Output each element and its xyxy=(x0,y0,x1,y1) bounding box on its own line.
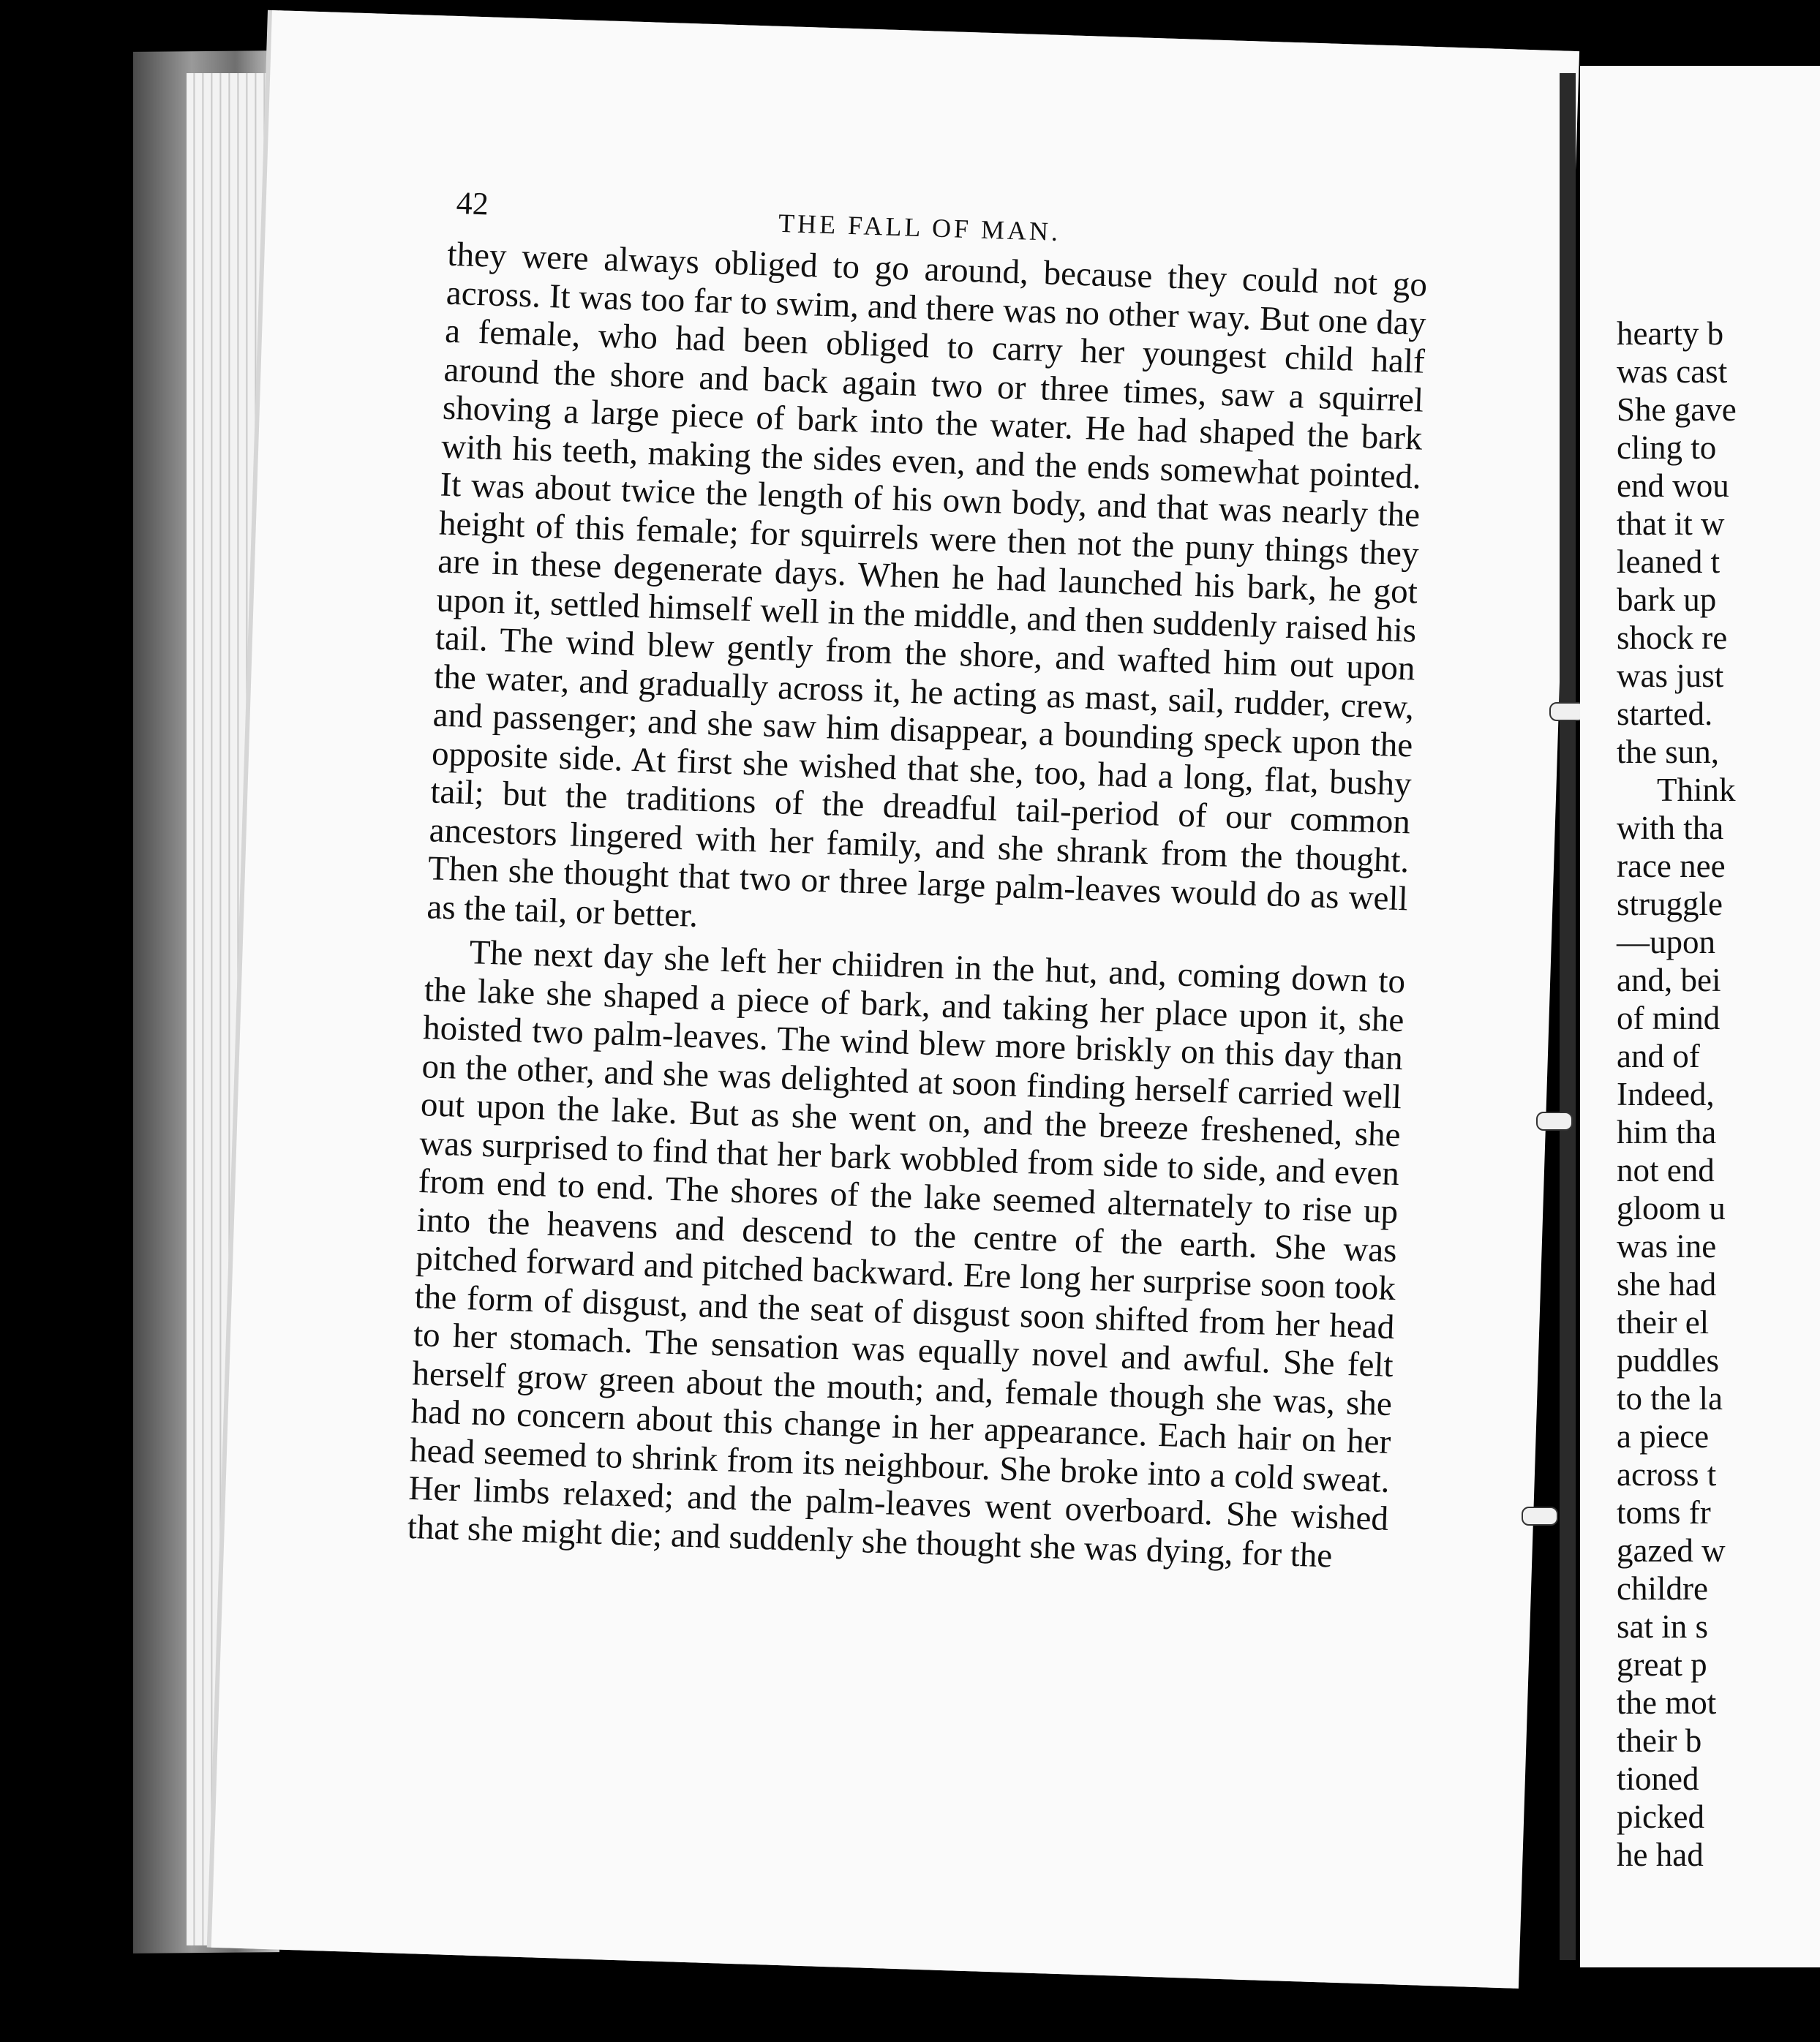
right-line: that it w xyxy=(1617,505,1725,542)
paragraph-1: they were always obliged to go around, because they could not go across. It was too far to swim, and there was no other way. But one day a female, who had been obliged to carry her youngest child half around the shore and back again two or three times, saw a squirrel shoving a large piece of bark into the water. He had shaped the bark with his teeth, making the sides even, and the ends somewhat pointed. It was about twice the length of his own body, and that was nearly the height of this female; for squirrels were then not the puny things they are in these degenerate days. When he had launched his bark, he got upon it, settled himself well in the middle, and then suddenly raised his tail. The wind blew gently from the shore, and wafted him out upon the water, and gradually across it, he acting as mast, sail, rudder, crew, and passenger; and she saw him disappear, a bounding speck upon the opposite side. At first she wished that she, too, had a long, flat, bushy tail; but the traditions of the dreadful tail-period of our common ancestors lingered with her family, and she shrank from the thought. Then she thought that two or three large palm-leaves would do as well as the tail, or better. xyxy=(426,235,1428,935)
right-line: puddles xyxy=(1617,1342,1719,1379)
right-line: a piece xyxy=(1617,1418,1710,1455)
right-line: race nee xyxy=(1617,848,1726,884)
right-line: hearty b xyxy=(1617,315,1724,352)
paragraph-2: The next day she left her chiidren in the hut, and, coming down to the lake she shaped a piece of bark, and taking her place upon it, she hoisted two palm-leaves. The wind blew more briskly on this day than on the other, and she was delighted at soon finding herself carried well out upon the lake. But as she went on, and the breeze freshened, she was surprised to find that her bark wobbled from side to side, and even from end to end. The shores of the lake seemed alternately to rise up into the heavens and descend to the centre of the earth. She was pitched forward and pitched backward. Ere long her surprise soon took the form of disgust, and the seat of disgust soon shifted from her head to her stomach. The sensation was equally novel and awful. She felt herself grow green about the mouth; and, female though she was, she had no concern about this change in her appearance. Each hair on her head seemed to shrink from its neighbour. She broke into a cold sweat. Her limbs relaxed; and the palm-leaves went overboard. She wished that she might die; and suddenly she thought she was dying, for the xyxy=(407,933,1406,1575)
right-line: their el xyxy=(1617,1304,1710,1341)
right-page-text xyxy=(1617,314,1737,1874)
right-line: and, bei xyxy=(1617,962,1721,998)
right-line: leaned t xyxy=(1617,543,1721,580)
right-line: him tha xyxy=(1617,1114,1717,1150)
binding-thread xyxy=(1536,1112,1573,1131)
right-line: their b xyxy=(1617,1722,1702,1759)
right-line: end wou xyxy=(1617,467,1729,504)
binding-thread xyxy=(1522,1507,1558,1526)
right-page xyxy=(1580,66,1820,1967)
right-line: gloom u xyxy=(1617,1190,1726,1227)
right-line: tioned xyxy=(1617,1760,1699,1797)
right-line: was just xyxy=(1617,658,1724,694)
right-line: with tha xyxy=(1617,810,1724,846)
right-line: Indeed, xyxy=(1617,1076,1715,1112)
right-line: not end xyxy=(1617,1152,1715,1188)
right-line: struggle xyxy=(1617,886,1723,922)
right-line: was cast xyxy=(1617,353,1728,390)
right-line: sat in s xyxy=(1617,1608,1709,1645)
right-line: —upon xyxy=(1617,924,1715,960)
right-line: was ine xyxy=(1617,1228,1717,1265)
right-line: he had xyxy=(1617,1836,1704,1873)
right-line: across t xyxy=(1617,1456,1717,1493)
right-line: bark up xyxy=(1617,581,1717,618)
right-line: toms fr xyxy=(1617,1494,1711,1531)
running-head: THE FALL OF MAN. xyxy=(778,208,1061,247)
right-line: great p xyxy=(1617,1646,1707,1683)
right-line: shock re xyxy=(1617,619,1728,656)
right-line: and of xyxy=(1617,1038,1700,1074)
right-line: of mind xyxy=(1617,1000,1721,1036)
left-page xyxy=(211,10,1579,1989)
right-line: cling to xyxy=(1617,429,1717,466)
right-line: to the la xyxy=(1617,1380,1723,1417)
right-line: she had xyxy=(1617,1266,1717,1303)
right-line: picked xyxy=(1617,1798,1704,1835)
right-line: the mot xyxy=(1617,1684,1717,1721)
right-line: She gave xyxy=(1617,391,1737,428)
right-line: Think xyxy=(1657,772,1736,808)
book-gutter xyxy=(1560,73,1576,1960)
right-line: childre xyxy=(1617,1570,1708,1607)
right-line: the sun, xyxy=(1617,734,1719,770)
right-line: gazed w xyxy=(1617,1532,1726,1569)
body-text xyxy=(407,236,1428,1577)
page-number: 42 xyxy=(456,185,489,222)
right-line: started. xyxy=(1617,696,1713,732)
